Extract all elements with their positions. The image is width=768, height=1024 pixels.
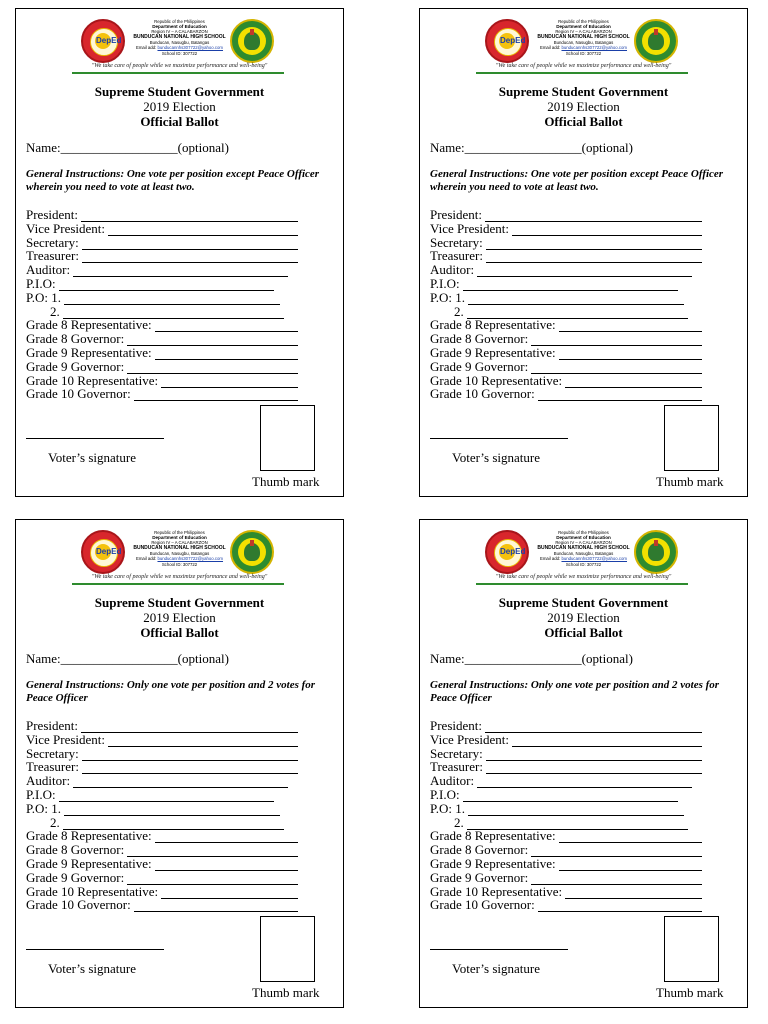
email-link[interactable]: bunducannhs307722@yahoo.com bbox=[561, 45, 628, 50]
position-field[interactable] bbox=[26, 277, 274, 291]
position-field[interactable] bbox=[26, 222, 298, 236]
position-label: Auditor: bbox=[430, 262, 475, 278]
position-label: P.I.O: bbox=[430, 276, 460, 291]
position-field[interactable] bbox=[26, 871, 298, 885]
vote-blank-line[interactable] bbox=[108, 224, 298, 236]
position-label: 2. bbox=[50, 303, 60, 319]
election-title: 2019 Election bbox=[143, 99, 216, 114]
position-field[interactable] bbox=[430, 263, 692, 277]
vote-blank-line[interactable] bbox=[134, 900, 298, 912]
school-motto: "We take care of people while we maximize performance and well-being" bbox=[495, 574, 672, 580]
position-label: Treasurer: bbox=[26, 248, 79, 264]
position-field[interactable] bbox=[430, 222, 702, 236]
name-blank[interactable]: __________________ bbox=[60, 651, 178, 666]
position-label: President: bbox=[26, 207, 78, 222]
header-school: BUNDUCAN NATIONAL HIGH SCHOOL bbox=[537, 34, 630, 40]
name-label: Name: bbox=[26, 140, 61, 155]
signature-line[interactable] bbox=[26, 949, 164, 950]
org-title: Supreme Student Government bbox=[498, 595, 669, 610]
header-address: Bunducan, Nasugbu, Batangas bbox=[149, 40, 210, 45]
vote-blank-line[interactable] bbox=[82, 762, 298, 774]
position-field[interactable] bbox=[26, 360, 298, 374]
position-field[interactable] bbox=[430, 291, 684, 305]
position-label: Grade 8 Representative: bbox=[430, 317, 556, 333]
position-field[interactable] bbox=[26, 263, 288, 277]
email-label: Email add: bbox=[539, 556, 561, 561]
header-region: Region IV – A CALABARZON bbox=[555, 540, 612, 545]
position-label: Grade 10 Representative: bbox=[26, 883, 159, 899]
org-title: Supreme Student Government bbox=[94, 595, 265, 610]
vote-blank-line[interactable] bbox=[64, 804, 280, 816]
vote-blank-line[interactable] bbox=[127, 362, 298, 374]
vote-blank-line[interactable] bbox=[565, 887, 702, 899]
vote-blank-line[interactable] bbox=[468, 293, 684, 305]
position-label: Secretary: bbox=[26, 745, 79, 761]
position-field[interactable] bbox=[430, 774, 692, 788]
header-republic: Republic of the Philippines bbox=[558, 530, 609, 535]
signature-label: Voter’s signature bbox=[452, 450, 540, 465]
ballot-card-2 bbox=[419, 8, 748, 497]
header-address: Bunducan, Nasugbu, Batangas bbox=[553, 40, 614, 45]
vote-blank-line[interactable] bbox=[477, 776, 692, 788]
position-field[interactable] bbox=[430, 277, 678, 291]
vote-blank-line[interactable] bbox=[161, 887, 298, 899]
email-label: Email add: bbox=[135, 45, 157, 50]
name-label: Name: bbox=[26, 651, 61, 666]
name-field[interactable] bbox=[26, 652, 229, 666]
position-label: 2. bbox=[454, 303, 464, 319]
school-motto: "We take care of people while we maximize performance and well-being" bbox=[91, 63, 268, 69]
position-field[interactable] bbox=[26, 346, 298, 360]
ballot-card-3 bbox=[15, 519, 344, 1008]
email-label: Email add: bbox=[539, 45, 561, 50]
vote-blank-line[interactable] bbox=[463, 279, 678, 291]
vote-blank-line[interactable] bbox=[161, 376, 298, 388]
header-school-id: School ID: 307722 bbox=[565, 562, 602, 567]
position-label: P.I.O: bbox=[26, 787, 56, 802]
position-field[interactable] bbox=[430, 719, 702, 733]
vote-blank-line[interactable] bbox=[486, 238, 702, 250]
position-label: Grade 8 Representative: bbox=[26, 317, 152, 333]
vote-blank-line[interactable] bbox=[486, 749, 702, 761]
position-field[interactable] bbox=[26, 774, 288, 788]
header-divider bbox=[72, 583, 284, 585]
vote-blank-line[interactable] bbox=[155, 859, 298, 871]
position-field[interactable] bbox=[430, 346, 702, 360]
header-school-id: School ID: 307722 bbox=[565, 51, 602, 56]
vote-blank-line[interactable] bbox=[59, 279, 274, 291]
name-blank[interactable]: __________________ bbox=[60, 140, 178, 155]
position-label: P.I.O: bbox=[430, 787, 460, 802]
position-label: Grade 9 Representative: bbox=[430, 856, 556, 871]
position-label: Grade 9 Representative: bbox=[26, 345, 152, 360]
signature-line[interactable] bbox=[430, 438, 568, 439]
vote-blank-line[interactable] bbox=[531, 873, 702, 885]
vote-blank-line[interactable] bbox=[531, 845, 702, 857]
header-divider bbox=[476, 72, 688, 74]
signature-line[interactable] bbox=[430, 949, 568, 950]
position-field[interactable] bbox=[430, 871, 702, 885]
position-field[interactable] bbox=[26, 857, 298, 871]
vote-blank-line[interactable] bbox=[73, 776, 288, 788]
vote-blank-line[interactable] bbox=[485, 210, 702, 222]
position-label: P.O: 1. bbox=[26, 289, 62, 305]
position-field[interactable] bbox=[26, 788, 274, 802]
election-title: 2019 Election bbox=[143, 610, 216, 625]
header-school: BUNDUCAN NATIONAL HIGH SCHOOL bbox=[537, 545, 630, 551]
general-instructions: General Instructions: One vote per position except Peace Officer wherein you need to vote at least two. bbox=[26, 168, 320, 193]
header-region: Region IV – A CALABARZON bbox=[151, 540, 208, 545]
position-label: President: bbox=[430, 207, 482, 222]
email-link[interactable]: bunducannhs307722@yahoo.com bbox=[157, 556, 224, 561]
position-label: President: bbox=[430, 718, 482, 733]
position-label: Secretary: bbox=[430, 745, 483, 761]
position-label: Grade 10 Governor: bbox=[26, 897, 131, 913]
ballot-title: Official Ballot bbox=[140, 625, 219, 640]
position-label: Grade 10 Governor: bbox=[430, 386, 535, 402]
vote-blank-line[interactable] bbox=[485, 721, 702, 733]
thumb-mark-box[interactable] bbox=[260, 916, 315, 982]
header-department: Department of Education bbox=[556, 535, 611, 540]
vote-blank-line[interactable] bbox=[565, 376, 702, 388]
vote-blank-line[interactable] bbox=[477, 265, 692, 277]
vote-blank-line[interactable] bbox=[81, 721, 298, 733]
header-department: Department of Education bbox=[556, 24, 611, 29]
name-blank[interactable]: __________________ bbox=[464, 140, 582, 155]
header-region: Region IV – A CALABARZON bbox=[555, 29, 612, 34]
position-field[interactable] bbox=[430, 802, 684, 816]
position-field[interactable] bbox=[430, 733, 702, 747]
position-label: Grade 9 Governor: bbox=[430, 358, 529, 374]
header-school: BUNDUCAN NATIONAL HIGH SCHOOL bbox=[133, 545, 226, 551]
thumb-mark-label: Thumb mark bbox=[252, 985, 320, 1000]
vote-blank-line[interactable] bbox=[538, 900, 702, 912]
name-optional-note: (optional) bbox=[177, 651, 229, 666]
header-address: Bunducan, Nasugbu, Batangas bbox=[553, 551, 614, 556]
position-label: Auditor: bbox=[26, 262, 71, 278]
ballot-title: Official Ballot bbox=[544, 625, 623, 640]
position-label: Treasurer: bbox=[430, 759, 483, 775]
thumb-mark-box[interactable] bbox=[664, 405, 719, 471]
vote-blank-line[interactable] bbox=[531, 362, 702, 374]
position-label: Treasurer: bbox=[430, 248, 483, 264]
vote-blank-line[interactable] bbox=[127, 334, 298, 346]
position-label: Grade 9 Representative: bbox=[430, 345, 556, 360]
general-instructions: General Instructions: One vote per position except Peace Officer wherein you need to vote at least two. bbox=[430, 168, 724, 193]
position-label: P.I.O: bbox=[26, 276, 56, 291]
general-instructions: General Instructions: Only one vote per position and 2 votes for Peace Officer bbox=[26, 679, 316, 704]
position-label: Vice President: bbox=[26, 220, 106, 236]
header-republic: Republic of the Philippines bbox=[154, 530, 205, 535]
deped-seal-icon: DepEd bbox=[81, 19, 125, 63]
vote-blank-line[interactable] bbox=[82, 749, 298, 761]
name-label: Name: bbox=[430, 140, 465, 155]
signature-label: Voter’s signature bbox=[48, 450, 136, 465]
position-label: Grade 8 Representative: bbox=[26, 828, 152, 844]
position-field[interactable] bbox=[26, 898, 298, 912]
header-region: Region IV – A CALABARZON bbox=[151, 29, 208, 34]
vote-blank-line[interactable] bbox=[559, 348, 702, 360]
position-label: 2. bbox=[50, 814, 60, 830]
position-field[interactable] bbox=[430, 208, 702, 222]
school-motto: "We take care of people while we maximize performance and well-being" bbox=[91, 574, 268, 580]
position-label: Grade 10 Governor: bbox=[26, 386, 131, 402]
vote-blank-line[interactable] bbox=[538, 389, 702, 401]
vote-blank-line[interactable] bbox=[64, 293, 280, 305]
name-optional-note: (optional) bbox=[581, 651, 633, 666]
header-email bbox=[16, 557, 343, 562]
vote-blank-line[interactable] bbox=[463, 790, 678, 802]
position-label: Grade 8 Governor: bbox=[26, 842, 125, 858]
vote-blank-line[interactable] bbox=[486, 762, 702, 774]
position-field[interactable] bbox=[26, 802, 280, 816]
school-motto: "We take care of people while we maximize performance and well-being" bbox=[495, 63, 672, 69]
ballot-title: Official Ballot bbox=[544, 114, 623, 129]
header-department: Department of Education bbox=[152, 535, 207, 540]
signature-label: Voter’s signature bbox=[48, 961, 136, 976]
deped-seal-icon: DepEd bbox=[485, 530, 529, 574]
ballot-title: Official Ballot bbox=[140, 114, 219, 129]
signature-label: Voter’s signature bbox=[452, 961, 540, 976]
position-label: Grade 8 Governor: bbox=[430, 842, 529, 858]
position-label: Grade 10 Representative: bbox=[430, 883, 563, 899]
position-label: Vice President: bbox=[430, 731, 510, 747]
position-label: Grade 8 Governor: bbox=[26, 331, 125, 347]
position-label: Grade 9 Representative: bbox=[26, 856, 152, 871]
ballot-card-4 bbox=[419, 519, 748, 1008]
vote-blank-line[interactable] bbox=[559, 320, 702, 332]
vote-blank-line[interactable] bbox=[559, 831, 702, 843]
general-instructions: General Instructions: Only one vote per position and 2 votes for Peace Officer bbox=[430, 679, 720, 704]
position-label: P.O: 1. bbox=[26, 800, 62, 816]
vote-blank-line[interactable] bbox=[468, 804, 684, 816]
org-title: Supreme Student Government bbox=[94, 84, 265, 99]
thumb-mark-box[interactable] bbox=[664, 916, 719, 982]
election-title: 2019 Election bbox=[547, 99, 620, 114]
vote-blank-line[interactable] bbox=[59, 790, 274, 802]
name-optional-note: (optional) bbox=[177, 140, 229, 155]
position-field[interactable] bbox=[26, 719, 298, 733]
position-label: Grade 10 Representative: bbox=[26, 372, 159, 388]
vote-blank-line[interactable] bbox=[531, 334, 702, 346]
header-school: BUNDUCAN NATIONAL HIGH SCHOOL bbox=[133, 34, 226, 40]
vote-blank-line[interactable] bbox=[155, 831, 298, 843]
header-email bbox=[420, 557, 747, 562]
position-label: Auditor: bbox=[26, 773, 71, 789]
vote-blank-line[interactable] bbox=[82, 251, 298, 263]
name-blank[interactable]: __________________ bbox=[464, 651, 582, 666]
position-label: Grade 10 Governor: bbox=[430, 897, 535, 913]
email-label: Email add: bbox=[135, 556, 157, 561]
vote-blank-line[interactable] bbox=[486, 251, 702, 263]
thumb-mark-box[interactable] bbox=[260, 405, 315, 471]
position-label: President: bbox=[26, 718, 78, 733]
position-field[interactable] bbox=[430, 898, 702, 912]
vote-blank-line[interactable] bbox=[155, 320, 298, 332]
ballot-card-1 bbox=[15, 8, 344, 497]
vote-blank-line[interactable] bbox=[127, 873, 298, 885]
position-label: P.O: 1. bbox=[430, 289, 466, 305]
position-label: Secretary: bbox=[26, 234, 79, 250]
name-label: Name: bbox=[430, 651, 465, 666]
name-field[interactable] bbox=[430, 141, 633, 155]
email-link[interactable]: bunducannhs307722@yahoo.com bbox=[561, 556, 628, 561]
vote-blank-line[interactable] bbox=[512, 224, 702, 236]
position-label: Grade 9 Governor: bbox=[26, 869, 125, 885]
position-label: Grade 9 Governor: bbox=[430, 869, 529, 885]
vote-blank-line[interactable] bbox=[134, 389, 298, 401]
header-divider bbox=[476, 583, 688, 585]
position-field[interactable] bbox=[430, 857, 702, 871]
thumb-mark-label: Thumb mark bbox=[656, 985, 724, 1000]
signature-line[interactable] bbox=[26, 438, 164, 439]
vote-blank-line[interactable] bbox=[73, 265, 288, 277]
position-label: Vice President: bbox=[430, 220, 510, 236]
email-link[interactable]: bunducannhs307722@yahoo.com bbox=[157, 45, 224, 50]
position-label: Auditor: bbox=[430, 773, 475, 789]
name-field[interactable] bbox=[430, 652, 633, 666]
election-title: 2019 Election bbox=[547, 610, 620, 625]
position-label: Grade 10 Representative: bbox=[430, 372, 563, 388]
header-department: Department of Education bbox=[152, 24, 207, 29]
thumb-mark-label: Thumb mark bbox=[656, 474, 724, 489]
position-label: 2. bbox=[454, 814, 464, 830]
position-label: Vice President: bbox=[26, 731, 106, 747]
org-title: Supreme Student Government bbox=[498, 84, 669, 99]
vote-blank-line[interactable] bbox=[512, 735, 702, 747]
position-label: P.O: 1. bbox=[430, 800, 466, 816]
position-field[interactable] bbox=[430, 360, 702, 374]
deped-seal-icon: DepEd bbox=[81, 530, 125, 574]
header-school-id: School ID: 307722 bbox=[161, 562, 198, 567]
name-optional-note: (optional) bbox=[581, 140, 633, 155]
position-field[interactable] bbox=[26, 291, 280, 305]
vote-blank-line[interactable] bbox=[108, 735, 298, 747]
header-school-id: School ID: 307722 bbox=[161, 51, 198, 56]
vote-blank-line[interactable] bbox=[81, 210, 298, 222]
position-field[interactable] bbox=[26, 733, 298, 747]
vote-blank-line[interactable] bbox=[82, 238, 298, 250]
position-label: Treasurer: bbox=[26, 759, 79, 775]
position-label: Secretary: bbox=[430, 234, 483, 250]
position-field[interactable] bbox=[26, 387, 298, 401]
name-field[interactable] bbox=[26, 141, 229, 155]
vote-blank-line[interactable] bbox=[155, 348, 298, 360]
vote-blank-line[interactable] bbox=[559, 859, 702, 871]
position-label: Grade 8 Governor: bbox=[430, 331, 529, 347]
position-label: Grade 9 Governor: bbox=[26, 358, 125, 374]
header-address: Bunducan, Nasugbu, Batangas bbox=[149, 551, 210, 556]
thumb-mark-label: Thumb mark bbox=[252, 474, 320, 489]
position-field[interactable] bbox=[26, 208, 298, 222]
header-divider bbox=[72, 72, 284, 74]
deped-seal-icon: DepEd bbox=[485, 19, 529, 63]
position-field[interactable] bbox=[430, 788, 678, 802]
header-republic: Republic of the Philippines bbox=[154, 19, 205, 24]
header-republic: Republic of the Philippines bbox=[558, 19, 609, 24]
position-field[interactable] bbox=[430, 387, 702, 401]
vote-blank-line[interactable] bbox=[127, 845, 298, 857]
header-email bbox=[16, 46, 343, 51]
position-label: Grade 8 Representative: bbox=[430, 828, 556, 844]
header-email bbox=[420, 46, 747, 51]
